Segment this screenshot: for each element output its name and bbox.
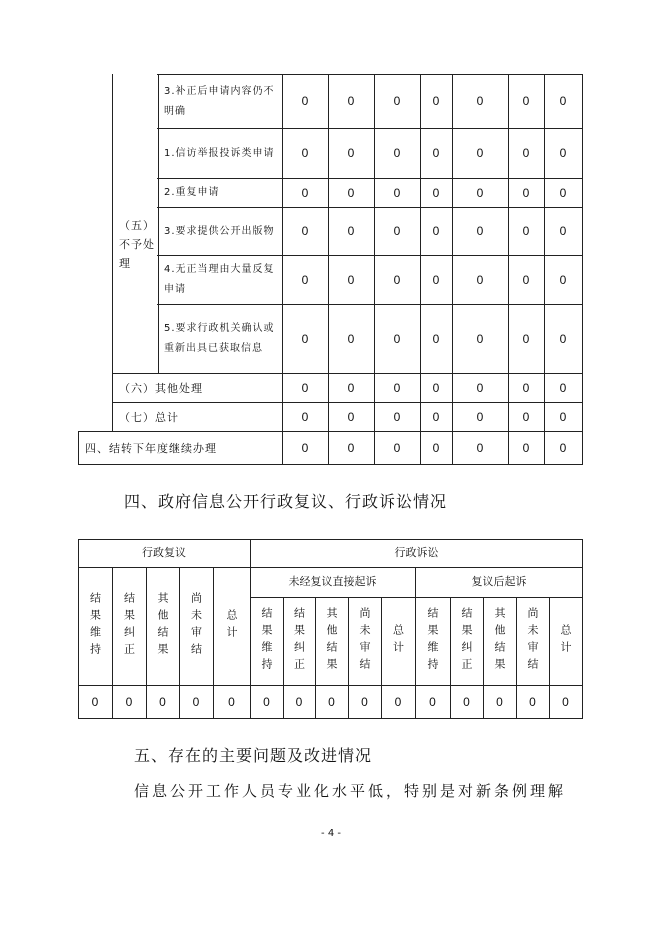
table-cell: 0 (476, 185, 484, 200)
total-label: （七）总计 (119, 410, 179, 424)
row-label: 3.要求提供公开出版物 (164, 225, 275, 237)
table-cell: 0 (522, 380, 530, 395)
request-handling-table (78, 74, 583, 465)
admin-review-header: 行政复议 (142, 546, 186, 559)
table-cell: 0 (301, 380, 309, 395)
column-header: 总计 (391, 624, 405, 658)
table-cell: 0 (347, 272, 355, 287)
section4-title: 四、政府信息公开行政复议、行政诉讼情况 (124, 492, 448, 511)
row-label: 5.要求行政机关确认或重新出具已获取信息 (164, 323, 275, 354)
table-cell: 0 (347, 409, 355, 424)
review-litigation-table (78, 539, 583, 719)
column-header: 其他结果 (325, 607, 338, 675)
table-cell: 0 (529, 694, 536, 709)
table-cell: 0 (301, 272, 309, 287)
column-header: 尚未审结 (358, 607, 371, 675)
table-cell: 0 (432, 409, 440, 424)
table-cell: 0 (301, 146, 309, 160)
carry-over-label: 四、结转下年度继续办理 (85, 441, 217, 455)
row-label: 1.信访举报投诉类申请 (164, 147, 275, 159)
table-cell: 0 (347, 146, 355, 160)
table-cell: 0 (393, 272, 401, 287)
table-cell: 0 (347, 94, 355, 108)
table-cell: 0 (559, 440, 567, 455)
table-cell: 0 (559, 409, 567, 424)
column-header: 其他结果 (156, 592, 169, 660)
table-cell: 0 (263, 694, 270, 709)
table-cell: 0 (347, 380, 355, 395)
table-cell: 0 (361, 694, 368, 709)
column-header: 总计 (559, 624, 572, 658)
table-cell: 0 (522, 146, 530, 160)
table-cell: 0 (347, 440, 355, 455)
table-cell: 0 (432, 146, 440, 160)
table-cell: 0 (559, 185, 567, 200)
table-cell: 0 (429, 694, 436, 709)
table-cell: 0 (192, 694, 200, 709)
section5-paragraph: 信息公开工作人员专业化水平低，特别是对新条例理解 (134, 782, 567, 800)
table-cell: 0 (522, 409, 530, 424)
table-cell: 0 (522, 331, 530, 346)
column-header: 结果纠正 (460, 607, 473, 675)
table-cell: 0 (393, 440, 401, 455)
table-cell: 0 (496, 694, 503, 709)
table-cell: 0 (393, 224, 401, 238)
table-cell: 0 (559, 331, 567, 346)
after-review-suit-header: 复议后起诉 (471, 575, 527, 588)
direct-suit-header: 未经复议直接起诉 (288, 575, 377, 588)
table-cell: 0 (295, 694, 303, 709)
table-cell: 0 (328, 694, 335, 709)
admin-litigation-header: 行政诉讼 (394, 546, 439, 559)
table-cell: 0 (432, 94, 440, 108)
table-cell: 0 (559, 94, 567, 108)
table-cell: 0 (476, 409, 484, 424)
table-cell: 0 (522, 440, 530, 455)
table-cell: 0 (432, 272, 440, 287)
section5-title: 五、存在的主要问题及改进情况 (134, 746, 373, 765)
column-header: 结果维持 (88, 592, 102, 660)
table-cell: 0 (522, 185, 530, 200)
table-cell: 0 (347, 185, 355, 200)
table-cell: 0 (301, 185, 309, 200)
row-label: 3.补正后申请内容仍不明确 (164, 86, 275, 117)
table-cell: 0 (559, 380, 567, 395)
table-cell: 0 (393, 409, 401, 424)
table-cell: 0 (301, 224, 309, 238)
row-label: 2.重复申请 (164, 187, 220, 198)
table-cell: 0 (301, 409, 309, 424)
column-header: 结果纠正 (292, 607, 306, 675)
column-header: 其他结果 (493, 607, 506, 675)
column-header: 结果维持 (426, 607, 439, 675)
table-cell: 0 (301, 440, 309, 455)
table-cell: 0 (159, 694, 166, 709)
table-cell: 0 (559, 224, 567, 238)
table-cell: 0 (476, 380, 484, 395)
table-cell: 0 (393, 380, 401, 395)
table-cell: 0 (432, 185, 440, 200)
table-cell: 0 (476, 331, 484, 346)
table-cell: 0 (91, 694, 99, 709)
table-cell: 0 (393, 331, 401, 346)
row-label: 4.无正当理由大量反复申请 (164, 264, 275, 295)
other-processing-label: （六）其他处理 (119, 381, 203, 395)
table-cell: 0 (522, 224, 530, 238)
table-cell: 0 (393, 185, 401, 200)
table-cell: 0 (393, 94, 401, 108)
table-cell: 0 (522, 94, 530, 108)
table-cell: 0 (125, 694, 133, 709)
table-cell: 0 (432, 224, 440, 238)
table-cell: 0 (522, 272, 530, 287)
table-cell: 0 (476, 272, 484, 287)
column-header: 总计 (225, 609, 238, 643)
table-cell: 0 (476, 440, 484, 455)
column-header: 尚未审结 (189, 592, 203, 660)
table-cell: 0 (347, 331, 355, 346)
column-header: 结果维持 (260, 607, 273, 675)
column-header: 结果纠正 (122, 592, 136, 660)
table-cell: 0 (476, 146, 484, 160)
table-cell: 0 (463, 694, 470, 709)
table-cell: 0 (476, 94, 484, 108)
table-cell: 0 (301, 331, 309, 346)
table-cell: 0 (432, 331, 440, 346)
table-cell: 0 (347, 224, 355, 238)
page-number: - 4 - (321, 828, 341, 839)
table-cell: 0 (228, 694, 235, 709)
table-cell: 0 (559, 146, 567, 160)
table-cell: 0 (559, 272, 567, 287)
table-cell: 0 (394, 694, 402, 709)
table-cell: 0 (432, 380, 440, 395)
column-header: 尚未审结 (526, 607, 539, 675)
table-cell: 0 (432, 440, 440, 455)
table-cell: 0 (562, 694, 569, 709)
table-cell: 0 (476, 224, 484, 238)
table-cell: 0 (393, 146, 401, 160)
group-label-not-processed: （五）不予处理 (119, 218, 155, 270)
table-cell: 0 (301, 94, 309, 108)
